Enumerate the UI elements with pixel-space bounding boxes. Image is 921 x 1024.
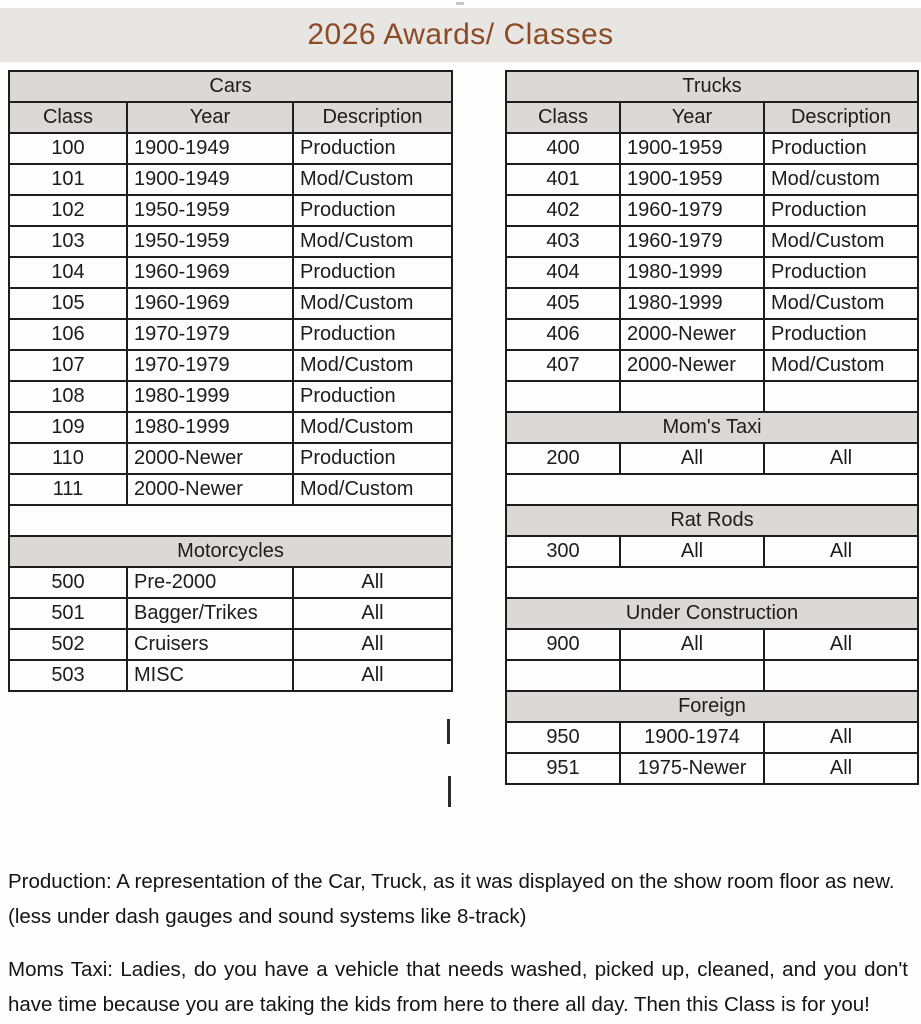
table-cell: Bagger/Trikes	[127, 598, 293, 629]
table-cell: 1900-1974	[620, 722, 764, 753]
cars-rows-row	[9, 443, 452, 474]
trucks-rows-row	[506, 288, 918, 319]
table-cell: Mod/Custom	[764, 226, 918, 257]
table-cell: 404	[506, 257, 620, 288]
table-cell: Production	[293, 195, 452, 226]
table-cell: 1960-1969	[127, 288, 293, 319]
cars-rows-row	[9, 257, 452, 288]
spacer-row	[506, 474, 918, 505]
table-cell: Mod/custom	[764, 164, 918, 195]
table-cell: 200	[506, 443, 620, 474]
column-header: Class	[9, 102, 127, 133]
empty-cell	[506, 381, 620, 412]
column-header: Description	[293, 102, 452, 133]
cars-rows-row	[9, 164, 452, 195]
spacer-cell	[9, 505, 452, 536]
cars-rows-row	[9, 381, 452, 412]
table-cell: All	[293, 629, 452, 660]
table-cell: 1900-1959	[620, 164, 764, 195]
cars-motorcycles-table	[8, 70, 451, 692]
classes-table	[505, 70, 919, 785]
table-cell: All	[293, 567, 452, 598]
scan-artifact-mark	[447, 719, 450, 744]
table-cell: Mod/Custom	[293, 288, 452, 319]
table-cell: 104	[9, 257, 127, 288]
trucks-rows-row	[506, 319, 918, 350]
table-cell: All	[620, 443, 764, 474]
table-cell: 1975-Newer	[620, 753, 764, 784]
table-cell: 900	[506, 629, 620, 660]
table-cell: All	[764, 443, 918, 474]
foreign-rows-row	[506, 753, 918, 784]
table-cell: 401	[506, 164, 620, 195]
motorcycles-header: Motorcycles	[9, 536, 452, 567]
table-cell: 1900-1949	[127, 164, 293, 195]
title-band	[0, 8, 921, 62]
foreign-header: Foreign	[506, 691, 918, 722]
column-header-row	[9, 102, 452, 133]
table-cell: Mod/Custom	[764, 350, 918, 381]
motorcycles-rows-row	[9, 629, 452, 660]
table-cell: 110	[9, 443, 127, 474]
table-cell: 1970-1979	[127, 350, 293, 381]
table-cell: 407	[506, 350, 620, 381]
table-cell: All	[293, 660, 452, 691]
table-cell: 100	[9, 133, 127, 164]
trucks-rows-row	[506, 350, 918, 381]
table-cell: All	[620, 536, 764, 567]
table-cell: 502	[9, 629, 127, 660]
table-cell: All	[293, 598, 452, 629]
spacer-row	[9, 505, 452, 536]
rat-rods-header: Rat Rods	[506, 505, 918, 536]
table-cell: 1960-1979	[620, 226, 764, 257]
section-header-row	[506, 691, 918, 722]
section-header-row	[506, 598, 918, 629]
cars-rows-row	[9, 195, 452, 226]
table-cell: Mod/Custom	[293, 474, 452, 505]
motorcycles-rows-row	[9, 660, 452, 691]
moms-taxi-header: Mom's Taxi	[506, 412, 918, 443]
section-header-row	[506, 505, 918, 536]
table-cell: 1980-1999	[620, 257, 764, 288]
trucks-rows-row	[506, 133, 918, 164]
moms-taxi-note: Moms Taxi: Ladies, do you have a vehicle that needs washed, picked up, cleaned, and you don't have time because you are taking the kids from here to there all day. Then this Class is for you!	[8, 957, 908, 1016]
spacer-cell	[506, 567, 918, 598]
section-header-row	[506, 412, 918, 443]
table-cell: Production	[293, 319, 452, 350]
table-cell: 1950-1959	[127, 226, 293, 257]
table-cell: All	[764, 629, 918, 660]
table-cell: Mod/Custom	[293, 412, 452, 443]
table-cell: 951	[506, 753, 620, 784]
table-cell: Mod/Custom	[293, 226, 452, 257]
cars-rows-row	[9, 474, 452, 505]
cars-rows-row	[9, 350, 452, 381]
foreign-rows-row	[506, 722, 918, 753]
table-cell: MISC	[127, 660, 293, 691]
table-cell: Production	[293, 443, 452, 474]
cars-rows-row	[9, 133, 452, 164]
cars-header: Cars	[9, 71, 452, 102]
column-header: Year	[620, 102, 764, 133]
page-title: 2026 Awards/ Classes	[307, 18, 614, 51]
motorcycles-rows-row	[9, 598, 452, 629]
table-cell: Production	[764, 133, 918, 164]
table-cell: 403	[506, 226, 620, 257]
table-cell: Production	[293, 133, 452, 164]
scan-artifact-mark	[448, 776, 451, 807]
cars-rows-row	[9, 412, 452, 443]
table-cell: 1980-1999	[127, 381, 293, 412]
table-cell: 2000-Newer	[620, 319, 764, 350]
table-cell: 106	[9, 319, 127, 350]
table-cell: All	[764, 536, 918, 567]
empty-cell	[764, 381, 918, 412]
empty-row	[506, 660, 918, 691]
table-cell: 1980-1999	[620, 288, 764, 319]
table-cell: 109	[9, 412, 127, 443]
under-construction-header: Under Construction	[506, 598, 918, 629]
table-cell: 1900-1959	[620, 133, 764, 164]
table-cell: 1970-1979	[127, 319, 293, 350]
table-cell: 103	[9, 226, 127, 257]
table-cell: 1960-1979	[620, 195, 764, 226]
trucks-rows-row	[506, 257, 918, 288]
table-cell: Production	[764, 195, 918, 226]
table-cell: 400	[506, 133, 620, 164]
table-cell: 500	[9, 567, 127, 598]
table-cell: All	[764, 753, 918, 784]
motorcycles-rows-row	[9, 567, 452, 598]
table-cell: 111	[9, 474, 127, 505]
table-cell: 1980-1999	[127, 412, 293, 443]
scan-artifact-dot	[456, 2, 464, 5]
section-header-row	[506, 71, 918, 102]
table-cell: Production	[293, 381, 452, 412]
table-cell: 102	[9, 195, 127, 226]
table-cell: Mod/Custom	[764, 288, 918, 319]
table-cell: 402	[506, 195, 620, 226]
cars-rows-row	[9, 226, 452, 257]
table-cell: All	[764, 722, 918, 753]
table-cell: Production	[764, 319, 918, 350]
rat-rods-rows-row	[506, 536, 918, 567]
trucks-rows-row	[506, 226, 918, 257]
table-cell: 1960-1969	[127, 257, 293, 288]
table-cell: All	[620, 629, 764, 660]
table-cell: 300	[506, 536, 620, 567]
trucks-rows-row	[506, 164, 918, 195]
table-cell: Mod/Custom	[293, 164, 452, 195]
empty-cell	[764, 660, 918, 691]
empty-cell	[620, 660, 764, 691]
empty-row	[506, 381, 918, 412]
table-cell: 2000-Newer	[127, 443, 293, 474]
column-header: Year	[127, 102, 293, 133]
under-construction-rows-row	[506, 629, 918, 660]
table-cell: 107	[9, 350, 127, 381]
section-header-row	[9, 71, 452, 102]
trucks-specialty-table	[505, 70, 917, 785]
table-cell: Production	[293, 257, 452, 288]
table-cell: 1900-1949	[127, 133, 293, 164]
spacer-cell	[506, 474, 918, 505]
table-cell: 405	[506, 288, 620, 319]
column-header: Class	[506, 102, 620, 133]
table-cell: 2000-Newer	[127, 474, 293, 505]
trucks-rows-row	[506, 195, 918, 226]
column-header-row	[506, 102, 918, 133]
table-cell: 2000-Newer	[620, 350, 764, 381]
table-cell: Production	[764, 257, 918, 288]
trucks-header: Trucks	[506, 71, 918, 102]
table-cell: 108	[9, 381, 127, 412]
table-cell: 406	[506, 319, 620, 350]
cars-rows-row	[9, 319, 452, 350]
empty-cell	[620, 381, 764, 412]
table-cell: 503	[9, 660, 127, 691]
cars-rows-row	[9, 288, 452, 319]
table-cell: Cruisers	[127, 629, 293, 660]
empty-cell	[506, 660, 620, 691]
table-cell: 950	[506, 722, 620, 753]
production-note: Production: A representation of the Car, Truck, as it was displayed on the show room floor as new. (less under dash gauges and sound systems like 8-track)	[8, 869, 895, 928]
table-cell: 501	[9, 598, 127, 629]
table-cell: 105	[9, 288, 127, 319]
classes-table	[8, 70, 453, 692]
section-header-row	[9, 536, 452, 567]
spacer-row	[506, 567, 918, 598]
moms-taxi-rows-row	[506, 443, 918, 474]
column-header: Description	[764, 102, 918, 133]
table-cell: Mod/Custom	[293, 350, 452, 381]
table-cell: Pre-2000	[127, 567, 293, 598]
table-cell: 101	[9, 164, 127, 195]
table-cell: 1950-1959	[127, 195, 293, 226]
